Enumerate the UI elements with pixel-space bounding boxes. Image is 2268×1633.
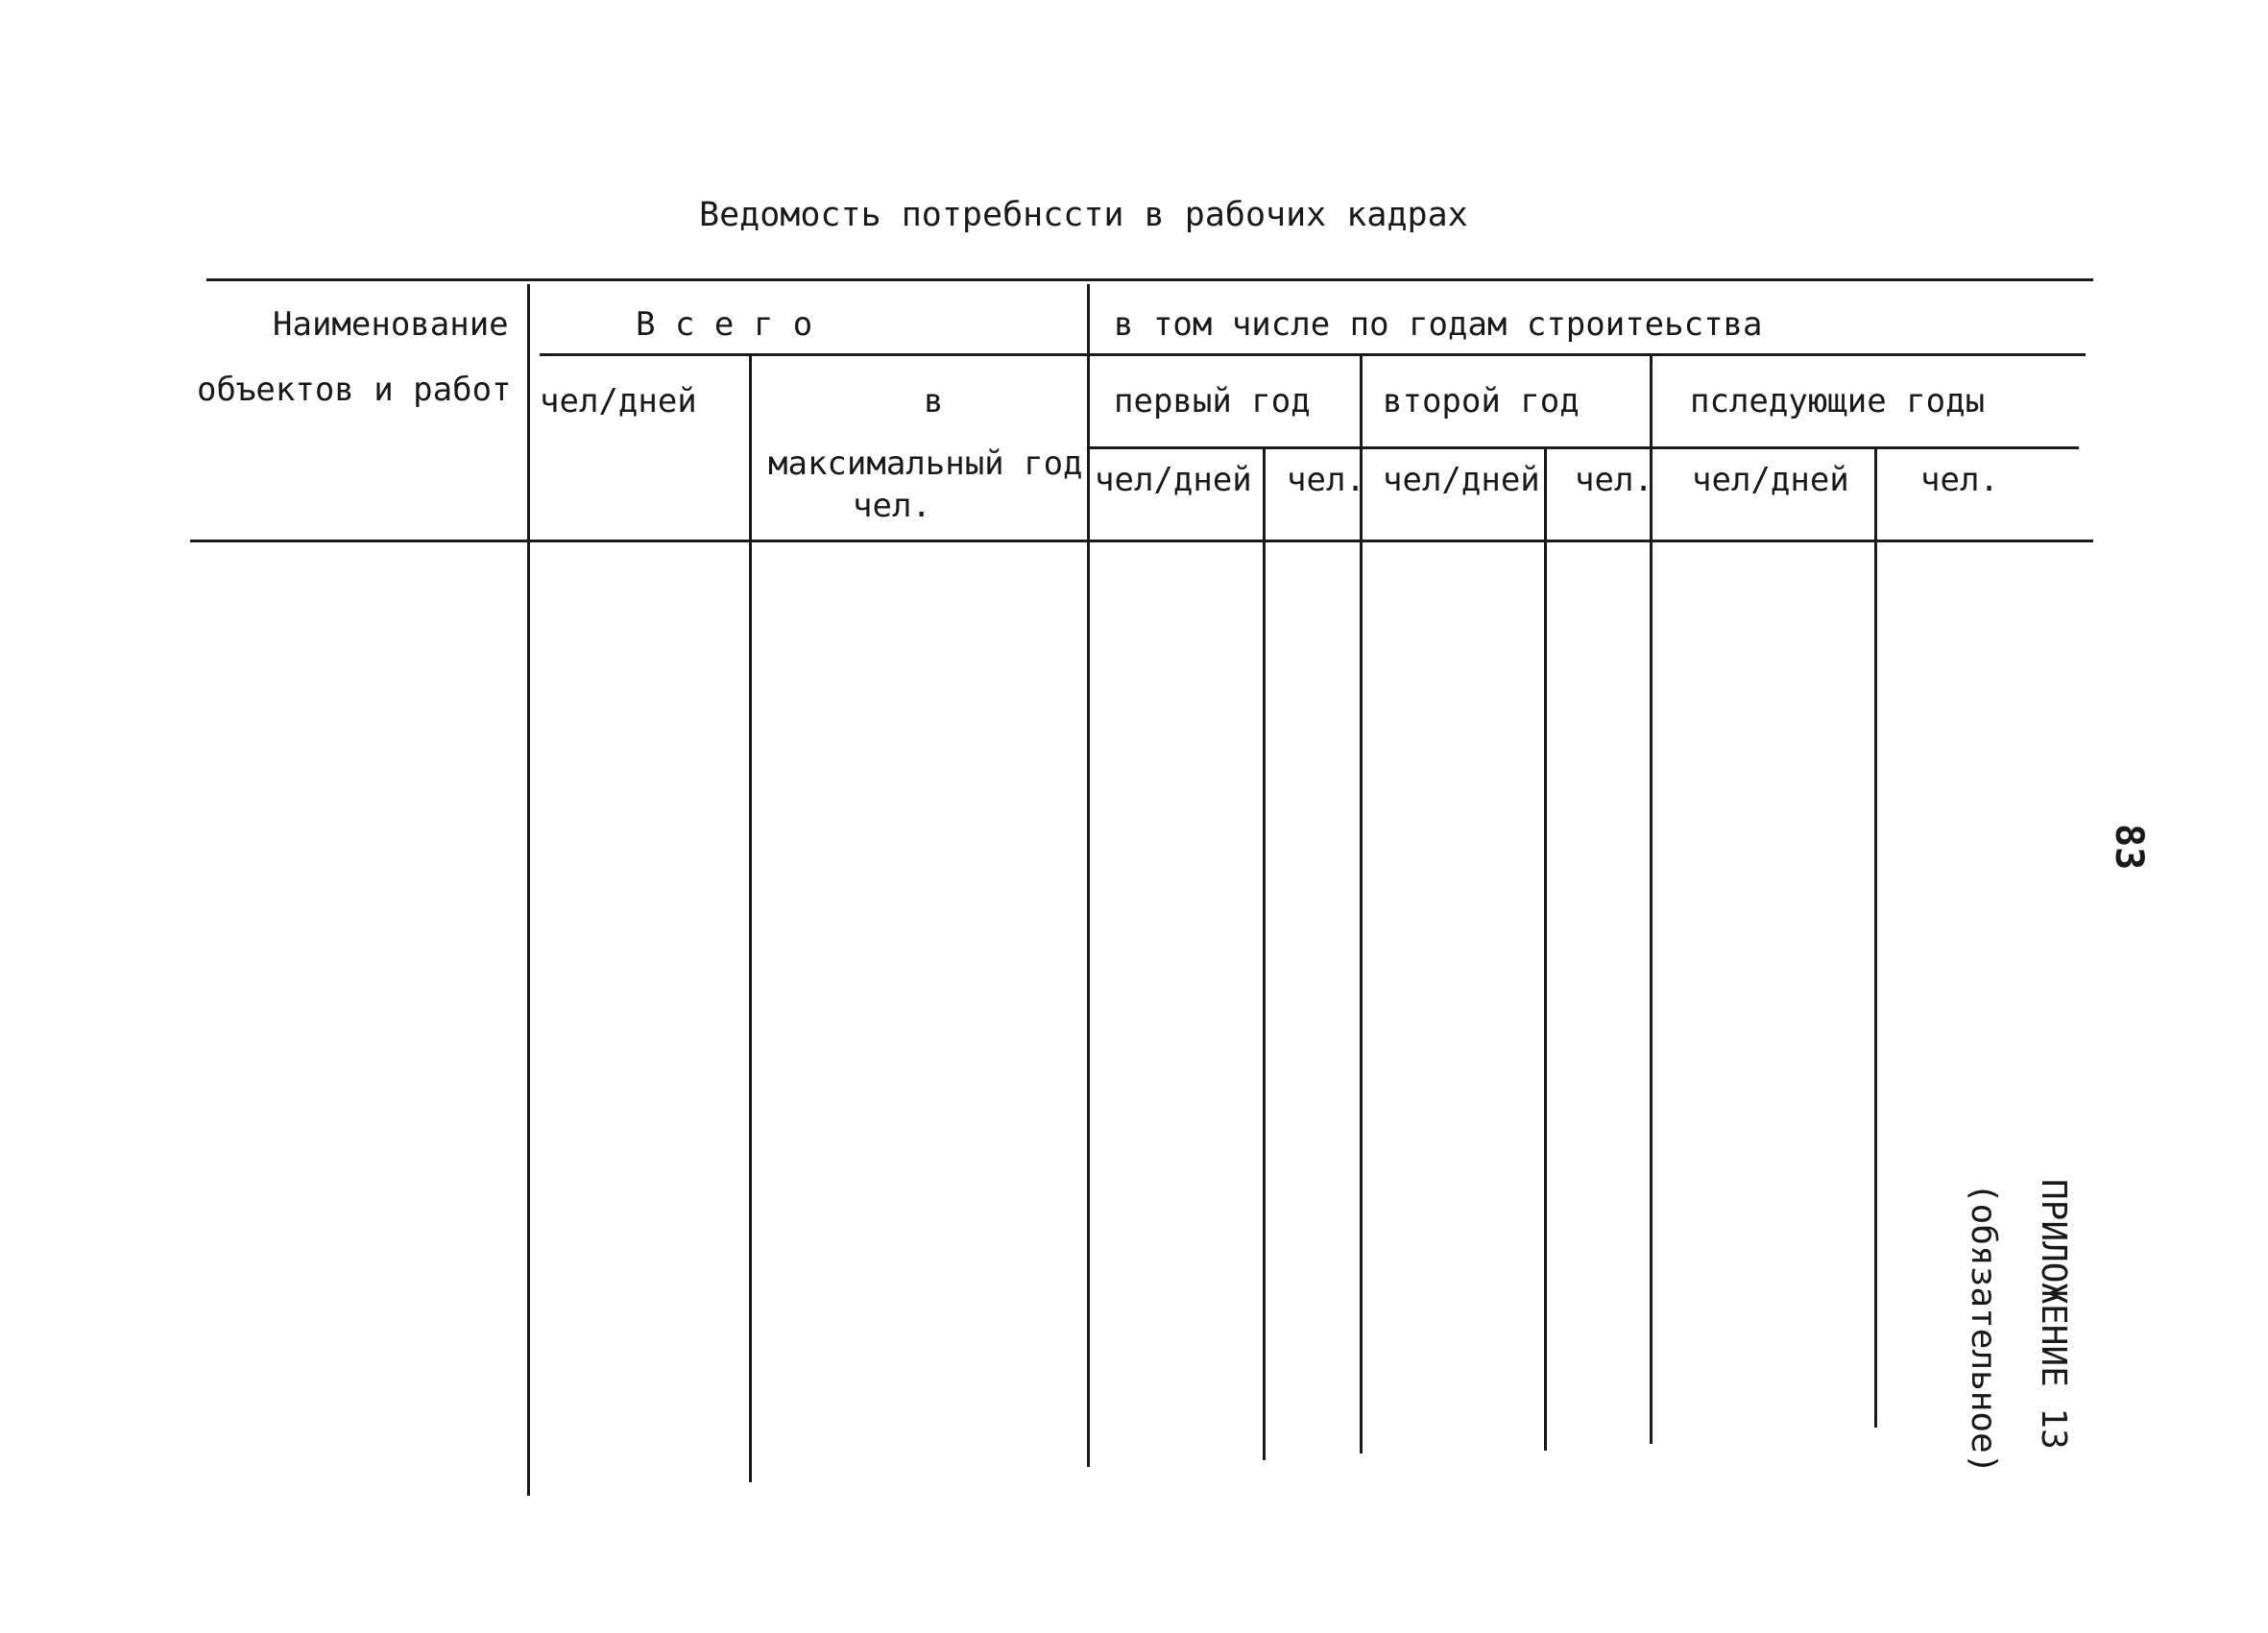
second-year-man-days-header: чел/дней [1383, 461, 1540, 499]
total-header: В с е г о [636, 305, 813, 344]
first-year-man-days-header: чел/дней [1095, 461, 1252, 499]
total-max-year-line2: максимальный год [768, 444, 1083, 483]
col-divider-total [749, 353, 752, 1482]
col-divider-subsequent-sub [1874, 446, 1877, 1428]
total-max-year-line1: в [924, 382, 944, 420]
col-divider-subsequent [1650, 353, 1653, 1444]
subsequent-years-people-header: чел. [1920, 461, 1999, 499]
col-divider-second [1360, 353, 1363, 1453]
years-subheader-rule [1090, 446, 2079, 449]
col-divider-second-sub [1544, 446, 1547, 1451]
document-title: Ведомость потребнссти в рабочих кадрах [699, 196, 1468, 234]
col-name-header-line1: Наименование [273, 305, 509, 344]
col-divider-years [1087, 284, 1090, 1467]
appendix-label: ПРИЛОЖЕНИЕ 13 [2034, 1179, 2073, 1450]
first-year-header: первый год [1114, 382, 1311, 420]
second-year-people-header: чел. [1575, 461, 1653, 499]
first-year-people-header: чел. [1287, 461, 1365, 499]
col-divider-name [527, 284, 530, 1496]
table-top-rule [206, 278, 2093, 281]
years-group-rule [1090, 353, 2086, 356]
col-divider-first-sub [1263, 446, 1266, 1460]
total-max-year-line3: чел. [853, 487, 931, 525]
page-number: 83 [2107, 824, 2151, 871]
second-year-header: второй год [1383, 382, 1580, 420]
total-group-rule [540, 353, 1087, 356]
subsequent-years-man-days-header: чел/дней [1692, 461, 1849, 499]
header-bottom-rule [190, 540, 2093, 542]
by-years-header: в том числе по годам строитеьства [1114, 305, 1763, 344]
appendix-note: (обязательное) [1964, 1183, 2003, 1475]
col-name-header-line2: объектов и работ [197, 371, 512, 409]
total-man-days-header: чел/дней [540, 382, 697, 420]
subsequent-years-header: пследующие годы [1690, 382, 1986, 420]
